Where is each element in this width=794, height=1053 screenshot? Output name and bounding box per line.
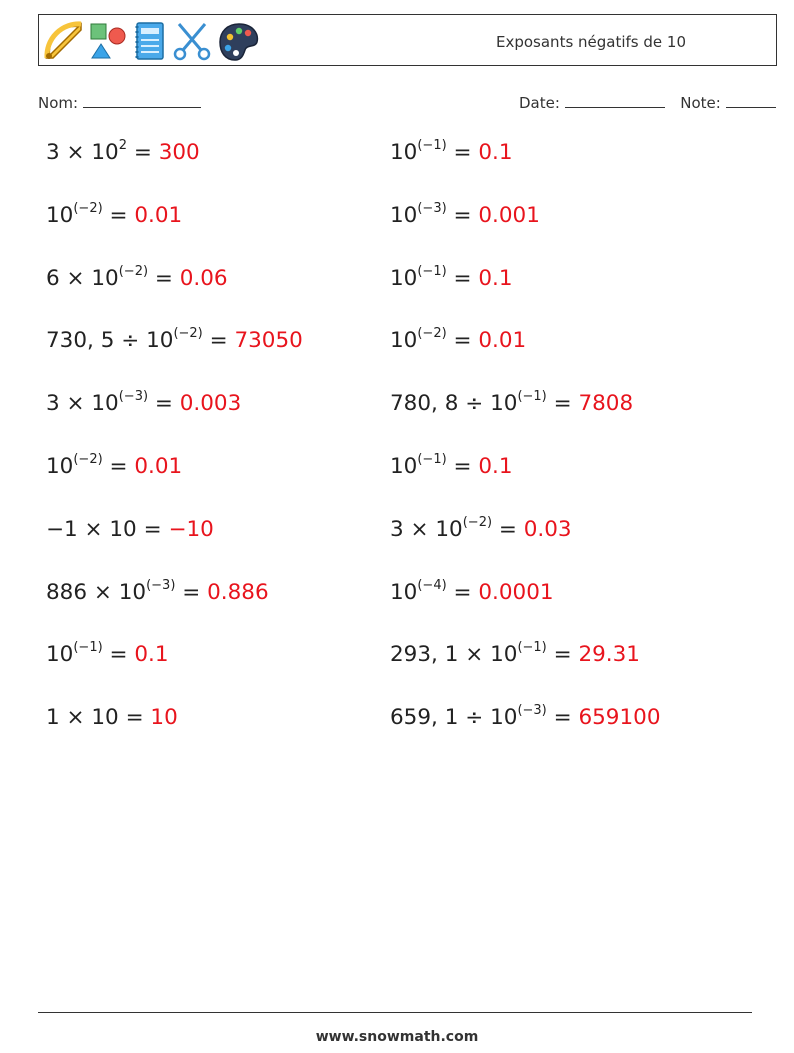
problem-expression: 10 (390, 328, 418, 354)
scissors-icon (171, 20, 215, 62)
equals-sign: = (127, 140, 159, 166)
problem-exponent: (−2) (118, 263, 149, 279)
problem-exponent: (−3) (417, 200, 447, 216)
name-field (38, 93, 201, 112)
answer-value: 0.001 (478, 202, 540, 228)
equals-sign: = (546, 705, 579, 731)
equals-sign: = (102, 642, 135, 668)
problem-item (390, 451, 513, 480)
problem-exponent: (−2) (73, 200, 103, 216)
answer-value: 29.31 (578, 642, 640, 668)
answer-value: −10 (168, 516, 214, 542)
problem-exponent: (−1) (417, 263, 447, 279)
answer-value: 0.0001 (478, 579, 554, 605)
problem-exponent: (−1) (417, 138, 447, 153)
name-label: Nom: (38, 94, 79, 112)
date-note-fields (519, 93, 776, 112)
answer-value: 0.03 (523, 516, 572, 542)
answer-value: 0.01 (134, 454, 183, 480)
problem-expression: 293, 1 × 10 (390, 642, 518, 668)
problem-exponent: (−2) (417, 326, 447, 342)
problem-exponent: (−3) (517, 703, 547, 719)
problem-expression: 1 × 10 (46, 705, 119, 731)
shapes-icon (87, 20, 129, 62)
problem-expression: 10 (46, 642, 74, 668)
problem-item (46, 451, 183, 480)
answer-value: 0.1 (134, 642, 169, 668)
header-icons (43, 20, 261, 62)
problem-row (46, 328, 766, 391)
protractor-icon (43, 20, 85, 62)
problem-exponent: (−1) (517, 640, 547, 656)
problem-exponent: (−2) (73, 451, 103, 467)
name-blank[interactable] (83, 93, 201, 108)
problem-expression: 3 × 10 (46, 391, 119, 417)
answer-value: 300 (158, 140, 200, 166)
problem-item (390, 263, 513, 291)
palette-icon (217, 20, 261, 62)
problem-item (46, 263, 228, 291)
problem-exponent: 2 (118, 138, 128, 153)
answer-value: 73050 (234, 328, 303, 354)
note-blank[interactable] (726, 93, 776, 108)
problem-item (46, 328, 303, 353)
problem-item (390, 391, 633, 416)
problem-exponent: (−3) (146, 577, 176, 593)
date-label: Date: (519, 94, 560, 112)
problem-expression: 780, 8 ÷ 10 (390, 391, 518, 417)
answer-value: 7808 (578, 391, 634, 417)
worksheet-header (38, 14, 777, 66)
equals-sign: = (446, 579, 479, 605)
problem-item (46, 642, 169, 667)
problem-exponent: (−1) (517, 389, 547, 405)
problem-expression: 730, 5 ÷ 10 (46, 328, 174, 354)
equals-sign: = (446, 140, 479, 166)
answer-value: 0.886 (207, 579, 269, 605)
answer-value: 0.1 (478, 140, 513, 166)
problem-item (390, 577, 554, 605)
footer-site: www.snowmath.com (315, 1029, 479, 1045)
problem-row (46, 705, 766, 768)
problem-expression: 3 × 10 (390, 516, 463, 542)
problem-expression: 10 (390, 202, 418, 228)
equals-sign: = (202, 328, 235, 354)
problem-item (390, 328, 526, 353)
problem-item (390, 514, 572, 542)
problem-expression: 6 × 10 (46, 265, 119, 291)
problem-expression: 10 (390, 454, 418, 480)
equals-sign: = (148, 265, 180, 291)
problem-row (46, 577, 766, 643)
equals-sign: = (446, 202, 479, 228)
notebook-icon (131, 20, 169, 62)
problem-expression: 10 (46, 202, 74, 228)
problem-row (46, 200, 766, 266)
equals-sign: = (148, 391, 180, 417)
problem-row (46, 451, 766, 517)
problem-exponent: (−2) (462, 514, 493, 530)
problem-row (46, 263, 766, 329)
problem-item (46, 391, 241, 416)
problem-item (46, 140, 200, 165)
problem-item (390, 200, 540, 228)
problem-row (46, 514, 766, 580)
problem-expression: 10 (46, 454, 74, 480)
answer-value: 0.003 (179, 391, 242, 417)
worksheet-title: Exposants négatifs de 10 (496, 33, 686, 51)
equals-sign: = (102, 454, 135, 480)
equals-sign: = (446, 454, 479, 480)
problem-item (390, 642, 640, 667)
equals-sign: = (546, 391, 579, 417)
answer-value: 0.1 (478, 454, 513, 480)
problem-expression: 10 (390, 579, 418, 605)
note-label: Note: (680, 94, 721, 112)
problem-exponent: (−1) (73, 640, 103, 656)
problem-item (390, 140, 513, 165)
problem-expression: −1 × 10 (46, 516, 137, 542)
problem-expression: 10 (390, 140, 418, 166)
equals-sign: = (136, 516, 169, 542)
answer-value: 10 (150, 705, 178, 731)
problem-item (46, 705, 178, 730)
problem-row (46, 642, 766, 705)
problem-expression: 886 × 10 (46, 579, 147, 605)
footer-divider (38, 1012, 752, 1013)
problem-exponent: (−1) (417, 451, 447, 467)
answer-value: 0.01 (134, 202, 183, 228)
equals-sign: = (446, 328, 479, 354)
problem-list (46, 140, 766, 768)
problem-item (46, 577, 269, 605)
answer-value: 0.1 (478, 265, 513, 291)
equals-sign: = (546, 642, 579, 668)
problem-expression: 10 (390, 265, 418, 291)
problem-exponent: (−3) (118, 389, 149, 405)
problem-row (46, 140, 766, 203)
problem-item (390, 705, 661, 730)
answer-value: 659100 (578, 705, 661, 731)
problem-item (46, 517, 214, 542)
answer-value: 0.01 (478, 328, 527, 354)
equals-sign: = (492, 516, 524, 542)
equals-sign: = (118, 705, 151, 731)
problem-exponent: (−2) (173, 326, 203, 342)
problem-expression: 3 × 10 (46, 140, 119, 166)
problem-exponent: (−4) (417, 577, 447, 593)
problem-expression: 659, 1 ÷ 10 (390, 705, 518, 731)
problem-item (46, 200, 183, 228)
equals-sign: = (102, 202, 135, 228)
problem-row (46, 391, 766, 454)
equals-sign: = (175, 579, 208, 605)
answer-value: 0.06 (179, 265, 228, 291)
equals-sign: = (446, 265, 479, 291)
date-blank[interactable] (565, 93, 665, 108)
